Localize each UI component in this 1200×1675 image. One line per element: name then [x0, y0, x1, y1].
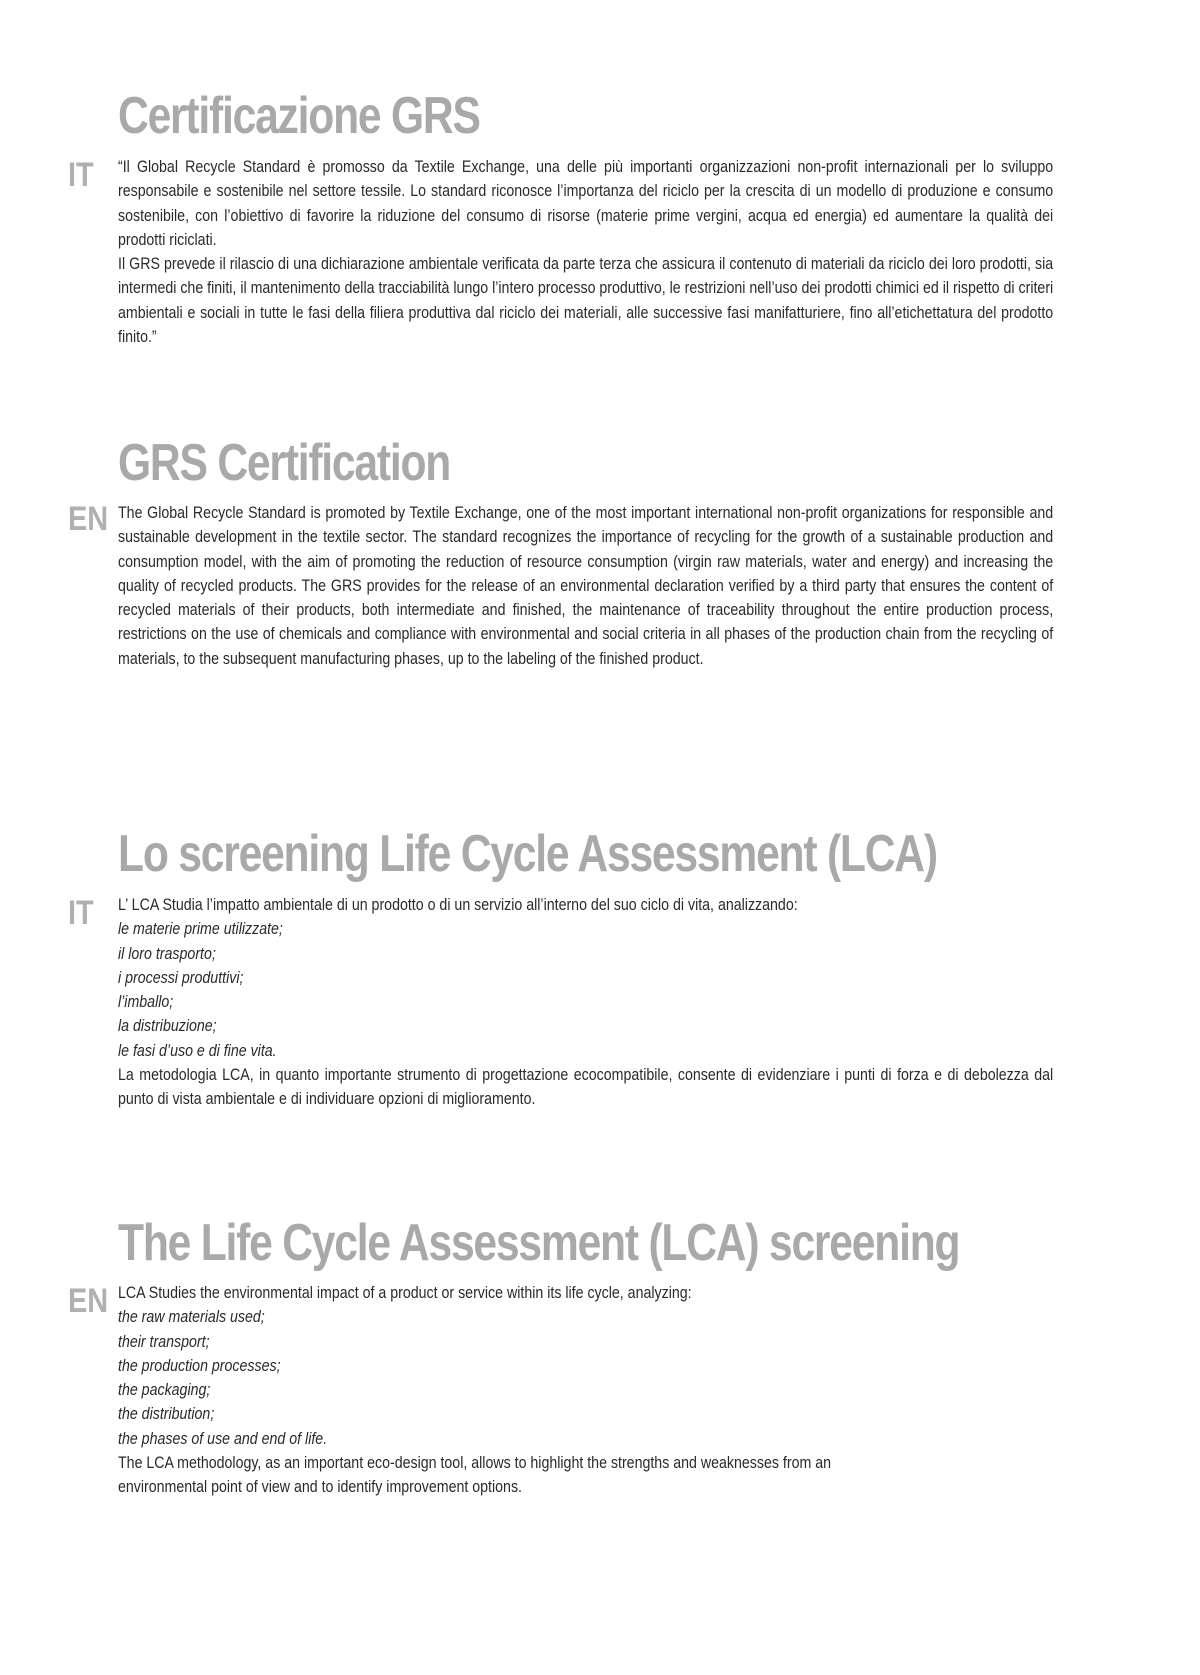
list-item: the distribution; [118, 1404, 215, 1424]
intro-text: LCA Studies the environmental impact of a product or service within its life cycle, analyzing: [118, 1283, 692, 1302]
paragraph: “Il Global Recycle Standard è promosso da Textile Exchange, una delle più importanti organizzazioni non-profit internazionali per lo sviluppo responsabile e sostenibile nel settore tessile. Lo standard riconosce l’importanza del riciclo per la crescita di un modello di produzione e consumo sostenibile, con l’obiettivo di favorire la riduzione del consumo di risorse (materie prime vergini, acqua ed energia) ed aumentare la qualità dei prodotti riciclati. [118, 157, 1054, 249]
list-item: the raw materials used; [118, 1307, 265, 1327]
paragraph: The Global Recycle Standard is promoted by Textile Exchange, one of the most important international non-profit organizations for responsible and sustainable development in the textile sector. The standard recognizes the importance of recycling for the growth of a sustainable production and consumption model, with the aim of promoting the reduction of resource consumption (virgin raw materials, water and energy) and increasing the quality of recycled products. The GRS provides for the release of an environmental declaration verified by a third party that ensures the content of recycled materials of their products, both intermediate and finished, the maintenance of traceability throughout the entire production process, restrictions on the use of chemicals and compliance with environmental and social criteria in all phases of the production chain from the recycling of materials, to the subsequent manufacturing phases, up to the labeling of the finished product. [118, 503, 1054, 668]
heading-certificazione-grs: Certificazione GRS [118, 87, 480, 145]
outro-line: environmental point of view and to identify improvement options. [118, 1477, 522, 1497]
language-label-en: EN [68, 1282, 109, 1320]
body-grs-it [118, 155, 1053, 349]
language-label-it: IT [68, 894, 94, 932]
list-item: le materie prime utilizzate; [118, 919, 283, 939]
lca-phases-list [118, 917, 1053, 1063]
body-lca-it [118, 893, 1053, 1112]
language-label-it: IT [68, 156, 94, 194]
list-item: their transport; [118, 1331, 210, 1351]
list-item: the production processes; [118, 1355, 281, 1375]
list-item: the phases of use and end of life. [118, 1428, 328, 1448]
list-item: i processi produttivi; [118, 967, 244, 987]
body-lca-en [118, 1281, 1053, 1500]
list-item: la distribuzione; [118, 1016, 217, 1036]
lca-phases-list [118, 1305, 1053, 1451]
heading-lca-screening: The Life Cycle Assessment (LCA) screening [118, 1214, 960, 1272]
list-item: le fasi d’uso e di fine vita. [118, 1040, 277, 1060]
list-item: il loro trasporto; [118, 943, 216, 963]
paragraph: Il GRS prevede il rilascio di una dichiarazione ambientale verificata da parte terza che assicura il contenuto di materiali da riciclo dei loro prodotti, sia intermedi che finiti, il mantenimento della tracciabilità lungo l’intero processo produttivo, le restrizioni nell’uso dei prodotti chimici ed il rispetto di criteri ambientali e sociali in tutte le fasi della filiera produttiva dal riciclo dei materiali, alle successive fasi manifatturiere, fino all’etichettatura del prodotto finito.” [118, 254, 1054, 347]
outro-text [118, 1451, 1053, 1500]
body-grs-en [118, 501, 1053, 671]
heading-grs-certification: GRS Certification [118, 434, 451, 492]
intro-text: L’ LCA Studia l’impatto ambientale di un prodotto o di un servizio all’interno del suo ciclo di vita, analizzando: [118, 895, 798, 914]
heading-lo-screening-lca: Lo screening Life Cycle Assessment (LCA) [118, 825, 937, 883]
outro-text: La metodologia LCA, in quanto importante strumento di progettazione ecocompatibile, consente di evidenziare i punti di forza e di debolezza dal punto di vista ambientale e di individuare opzioni di miglioramento. [118, 1065, 1054, 1109]
list-item: l’imballo; [118, 992, 174, 1012]
list-item: the packaging; [118, 1380, 211, 1400]
language-label-en: EN [68, 500, 109, 538]
outro-line: The LCA methodology, as an important eco-design tool, allows to highlight the strengths and weaknesses from an [118, 1453, 832, 1473]
